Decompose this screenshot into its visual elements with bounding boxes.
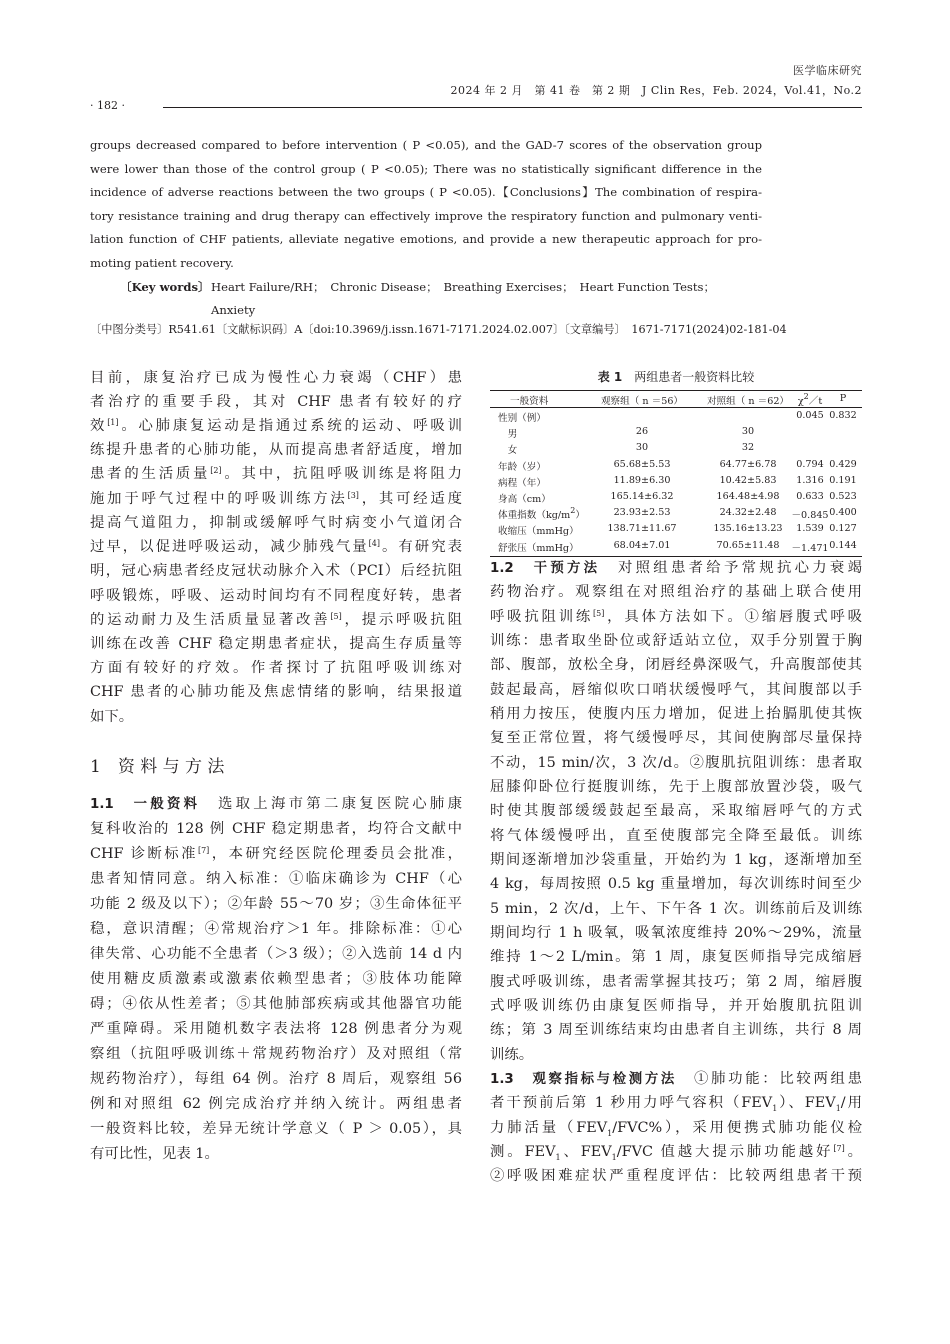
body-line: 4 kg，每周按照 0.5 kg 重量增加，每次训练时间至少 bbox=[490, 876, 862, 892]
table-cell: 0.191 bbox=[829, 474, 857, 486]
table-cell: 年龄（岁） bbox=[498, 461, 546, 473]
body-line: 药物治疗。观察组在对照组治疗的基础上联合使用 bbox=[490, 584, 862, 600]
abstract-line: tory resistance training and drug therapy can effectively improve the respiratory function and pulmonary venti- bbox=[90, 209, 762, 223]
table-cell: 11.89±6.30 bbox=[613, 474, 671, 486]
table-cell: 30 bbox=[741, 426, 755, 438]
keywords-list: Heart Failure/RH； Chronic Disease； Breathing Exercises； Heart Function Tests； bbox=[211, 280, 716, 294]
abstract-line: incidence of adverse reactions between the two groups ( P <0.05).【Conclusions】The combination of respira- bbox=[90, 185, 762, 199]
body-line: 练；第 3 周至训练结束均由患者自主训练，共行 8 周 bbox=[490, 1022, 862, 1038]
body-line: 律失常、心功能不全患者（＞3 级）；②入选前 14 d 内 bbox=[90, 946, 462, 962]
body-line: 使用糖皮质激素或激素依赖型患者；③肢体功能障 bbox=[90, 971, 462, 987]
intro-line: 患者的生活质量[2]。其中，抗阻呼吸训练是将阻力 bbox=[90, 466, 462, 482]
classification-line: 〔中图分类号〕R541.61〔文献标识码〕A〔doi:10.3969/j.issn.1671-7171.2024.02.007〕〔文章编号〕 1671-7171(2024)02-181-04 bbox=[90, 323, 787, 336]
body-line: 期间均行 1 h 吸氧，吸氧浓度维持 20%～29%，流量 bbox=[490, 925, 862, 941]
body-line: 例和对照组 62 例完成治疗并纳入统计。两组患者 bbox=[90, 1096, 462, 1112]
body-line: 鼓起最高，唇缩似吹口哨状缓慢呼气，其间腹部以手 bbox=[490, 682, 862, 698]
intro-line: 提高气道阻力，抑制或缓解呼气时病变小气道闭合 bbox=[90, 515, 462, 531]
body-line: 时使其腹部缓缓鼓起至最高，采取缩唇呼气的方式 bbox=[490, 803, 862, 819]
body-line: 稍用力按压，使腹内压力增加，促进上抬膈肌使其恢 bbox=[490, 706, 862, 722]
body-line: 腹式呼吸训练，患者需掌握其技巧；第 2 周，缩唇腹 bbox=[490, 974, 862, 990]
body-line: 部、腹部，放松全身，闭唇经鼻深吸气，升高腹部使其 bbox=[490, 657, 862, 673]
intro-line: 明，冠心病患者经皮冠状动脉介入术（PCI）后经抗阻 bbox=[90, 563, 462, 579]
table-cell: 性别（例） bbox=[498, 413, 546, 424]
body-line: 呼吸抗阻训练[5]，具体方法如下。①缩唇腹式呼吸 bbox=[490, 609, 862, 625]
subsection-text: 对照组患者给予常规抗心力衰竭 bbox=[600, 560, 862, 576]
table-cell: 30 bbox=[635, 442, 649, 454]
body-line: 察组（抗阻呼吸训练＋常规药物治疗）及对照组（常 bbox=[90, 1046, 462, 1062]
table-row bbox=[490, 491, 862, 506]
intro-line: 效[1]。心肺康复运动是指通过系统的运动、呼吸训 bbox=[90, 418, 462, 434]
body-line: 一般资料比较，差异无统计学意义（ P ＞ 0.05），具 bbox=[90, 1121, 462, 1137]
table-cell: 收缩压（mmHg） bbox=[498, 526, 579, 538]
table-header-cell: 一般资料 bbox=[510, 396, 549, 407]
intro-line: 者治疗的重要手段，其对 CHF 患者有较好的疗 bbox=[90, 394, 462, 410]
intro-line: 施加于呼气过程中的呼吸训练方法[3]，其可经适度 bbox=[90, 491, 462, 507]
table-cell: 0.144 bbox=[829, 539, 857, 551]
table-caption: 两组患者一般资料比较 bbox=[622, 370, 755, 384]
body-line: 有可比性，见表 1。 bbox=[90, 1146, 219, 1162]
table-row bbox=[490, 507, 862, 522]
table-title bbox=[490, 368, 862, 385]
subsection-1-1-first-line bbox=[90, 792, 462, 817]
issue-line: 2024 年 2 月 第 41 卷 第 2 期 J Clin Res，Feb. 2024，Vol.41，No.2 bbox=[450, 84, 862, 97]
subsection-title: 1.2 干预方法 bbox=[490, 561, 601, 576]
header-rule bbox=[163, 107, 862, 108]
body-line: 者干预前后第 1 秒用力呼气容积$(FEV_1)$、$FEV_1/$用 bbox=[490, 1095, 862, 1113]
body-line: 规药物治疗），每组 64 例。治疗 8 周后，观察组 56 bbox=[90, 1071, 462, 1087]
table-cell: 64.77±6.78 bbox=[719, 458, 777, 470]
table-cell: 164.48±4.98 bbox=[716, 491, 780, 502]
table-cell: 体重指数$(kg/m^2)$ bbox=[498, 506, 585, 522]
table-cell: 1.316 bbox=[796, 474, 824, 486]
table-row bbox=[490, 523, 862, 538]
intro-line: 练提升患者的心肺功能，从而提高患者舒适度，增加 bbox=[90, 442, 462, 458]
intro-line: 的运动耐力及生活质量显著改善[5]，提示呼吸抗阻 bbox=[90, 612, 462, 628]
body-line: ②呼吸困难症状严重程度评估：比较两组患者干预 bbox=[490, 1168, 862, 1184]
table-cell: 1.539 bbox=[796, 523, 824, 535]
body-line: 不动，15 min/次，3 次/d。②腹肌抗阻训练：患者取 bbox=[490, 755, 862, 771]
table-header-cell: P bbox=[839, 393, 847, 404]
table-cell: 70.65±11.48 bbox=[716, 539, 780, 551]
table-cell: 26 bbox=[635, 426, 649, 438]
table-cell: 0.429 bbox=[829, 458, 857, 470]
body-line: 复至正常位置，将气缓慢呼尽，其间使胸部尽量保持 bbox=[490, 730, 862, 746]
table-row bbox=[490, 426, 862, 441]
table-cell: 0.794 bbox=[796, 458, 824, 470]
intro-line: 过早，以促进呼吸运动，减少肺残气量[4]。有研究表 bbox=[90, 539, 462, 555]
table-header-row bbox=[490, 393, 862, 408]
table-cell: 0.400 bbox=[829, 507, 857, 519]
subsection-title: 1.3 观察指标与检测方法 bbox=[490, 1072, 677, 1087]
body-line: 屈膝仰卧位行挺腹训练，先于上腹部放置沙袋，吸气 bbox=[490, 779, 862, 795]
subsection-title: 1.1 一般资料 bbox=[90, 797, 201, 812]
body-line: 将气体缓慢呼出，直至使腹部完全降至最低。训练 bbox=[490, 828, 862, 844]
table-cell: 0.633 bbox=[796, 491, 824, 502]
table-cell: 0.127 bbox=[829, 523, 857, 535]
intro-line: 目前，康复治疗已成为慢性心力衰竭（CHF）患 bbox=[90, 370, 462, 386]
body-line: 5 min，2 次/d，上午、下午各 1 次。训练前后及训练 bbox=[490, 901, 862, 917]
table-cell: 138.71±11.67 bbox=[607, 523, 677, 535]
intro-line: CHF 患者的心肺功能及焦虑情绪的影响，结果报道 bbox=[90, 684, 462, 700]
table-header-cell: 对照组（ n ＝62） bbox=[706, 396, 790, 407]
table-label: 表 1 bbox=[597, 370, 623, 384]
journal-name: 医学临床研究 bbox=[793, 64, 862, 77]
body-line: 功能 2 级及以下）；②年龄 55～70 岁；③生命体征平 bbox=[90, 896, 462, 912]
table-row bbox=[490, 540, 862, 555]
subsection-1-3-first-line bbox=[490, 1067, 862, 1092]
table-cell: 舒张压（mmHg） bbox=[498, 542, 579, 554]
abstract-line: groups decreased compared to before intervention ( P <0.05), and the GAD-7 scores of the observation group bbox=[90, 138, 762, 152]
table-cell: 男 bbox=[498, 429, 518, 441]
table-cell: 65.68±5.53 bbox=[613, 458, 671, 470]
intro-line: 方面有较好的疗效。作者探讨了抗阻呼吸训练对 bbox=[90, 660, 462, 676]
intro-line: 如下。 bbox=[90, 709, 134, 725]
table-cell: 10.42±5.83 bbox=[719, 474, 777, 486]
table-header-cell: 观察组（ n ＝56） bbox=[600, 396, 684, 407]
table-row bbox=[490, 459, 862, 474]
subsection-text: 选取上海市第二康复医院心肺康 bbox=[200, 796, 462, 812]
table-cell: 身高（cm） bbox=[498, 494, 551, 505]
table-cell: 0.832 bbox=[829, 410, 857, 421]
table-cell: 32 bbox=[741, 442, 755, 454]
body-line: 维持 1～2 L/min。第 1 周，康复医师指导完成缩唇 bbox=[490, 949, 862, 965]
table-header-cell: $\chi^2/t$ bbox=[797, 392, 823, 407]
table-row bbox=[490, 410, 862, 425]
table-1 bbox=[490, 390, 862, 557]
table-cell: －1.471 bbox=[791, 542, 829, 554]
table-row bbox=[490, 475, 862, 490]
table-cell: 165.14±6.32 bbox=[610, 491, 674, 502]
table-cell: 0.045 bbox=[796, 410, 824, 421]
table-cell: 24.32±2.48 bbox=[719, 507, 777, 519]
intro-line: 训练在改善 CHF 稳定期患者症状，提高生存质量等 bbox=[90, 636, 462, 652]
table-cell: －0.845 bbox=[791, 510, 829, 522]
table-cell: 23.93±2.53 bbox=[613, 507, 671, 519]
body-line: 力肺活量$(FEV_1/FVC\%)$，采用便携式肺功能仪检 bbox=[490, 1120, 862, 1138]
abstract-line: moting patient recovery. bbox=[90, 256, 234, 270]
abstract-line: lation function of CHF patients, alleviate negative emotions, and provide a new therapeutic approach for pro- bbox=[90, 232, 762, 246]
body-line: CHF 诊断标准[7]，本研究经医院伦理委员会批准， bbox=[90, 846, 462, 862]
body-line: 训练：患者取坐卧位或舒适站立位，双手分别置于胸 bbox=[490, 633, 862, 649]
keywords-label: 〔Key words〕 bbox=[120, 280, 210, 294]
body-line: 严重障碍。采用随机数字表法将 128 例患者分为观 bbox=[90, 1021, 462, 1037]
body-line: 稳，意识清醒；④常规治疗＞1 年。排除标准：①心 bbox=[90, 921, 462, 937]
table-row bbox=[490, 442, 862, 457]
body-line: 测。$FEV_1$、$FEV_1$/FVC 值越大提示肺功能越好[7]。 bbox=[490, 1144, 862, 1162]
table-cell: 135.16±13.23 bbox=[713, 523, 783, 535]
body-line: 式呼吸训练仍由康复医师指导，并开始腹肌抗阻训 bbox=[490, 998, 862, 1014]
keywords-continued: Anxiety bbox=[211, 303, 256, 317]
body-line: 患者知情同意。纳入标准：①临床确诊为 CHF（心 bbox=[90, 871, 462, 887]
body-line: 复科收治的 128 例 CHF 稳定期患者，均符合文献中 bbox=[90, 821, 462, 837]
page-number: · 182 · bbox=[90, 99, 125, 112]
section-heading: 1 资 料 与 方 法 bbox=[90, 757, 225, 777]
body-line: 训练。 bbox=[490, 1047, 534, 1063]
table-cell: 病程（年） bbox=[498, 477, 546, 489]
body-line: 碍；④依从性差者；⑤其他肺部疾病或其他器官功能 bbox=[90, 996, 462, 1012]
table-cell: 68.04±7.01 bbox=[613, 539, 671, 551]
table-cell: 女 bbox=[498, 445, 518, 457]
subsection-text: ①肺功能：比较两组患 bbox=[677, 1071, 862, 1087]
table-cell: 0.523 bbox=[829, 491, 857, 502]
intro-line: 呼吸锻炼，呼吸、运动时间均有不同程度好转，患者 bbox=[90, 588, 462, 604]
abstract-line: were lower than those of the control group ( P <0.05); There was no statistically significant difference in the bbox=[90, 162, 762, 176]
body-line: 期间逐渐增加沙袋重量，开始约为 1 kg，逐渐增加至 bbox=[490, 852, 862, 868]
subsection-1-2-first-line bbox=[490, 556, 862, 581]
